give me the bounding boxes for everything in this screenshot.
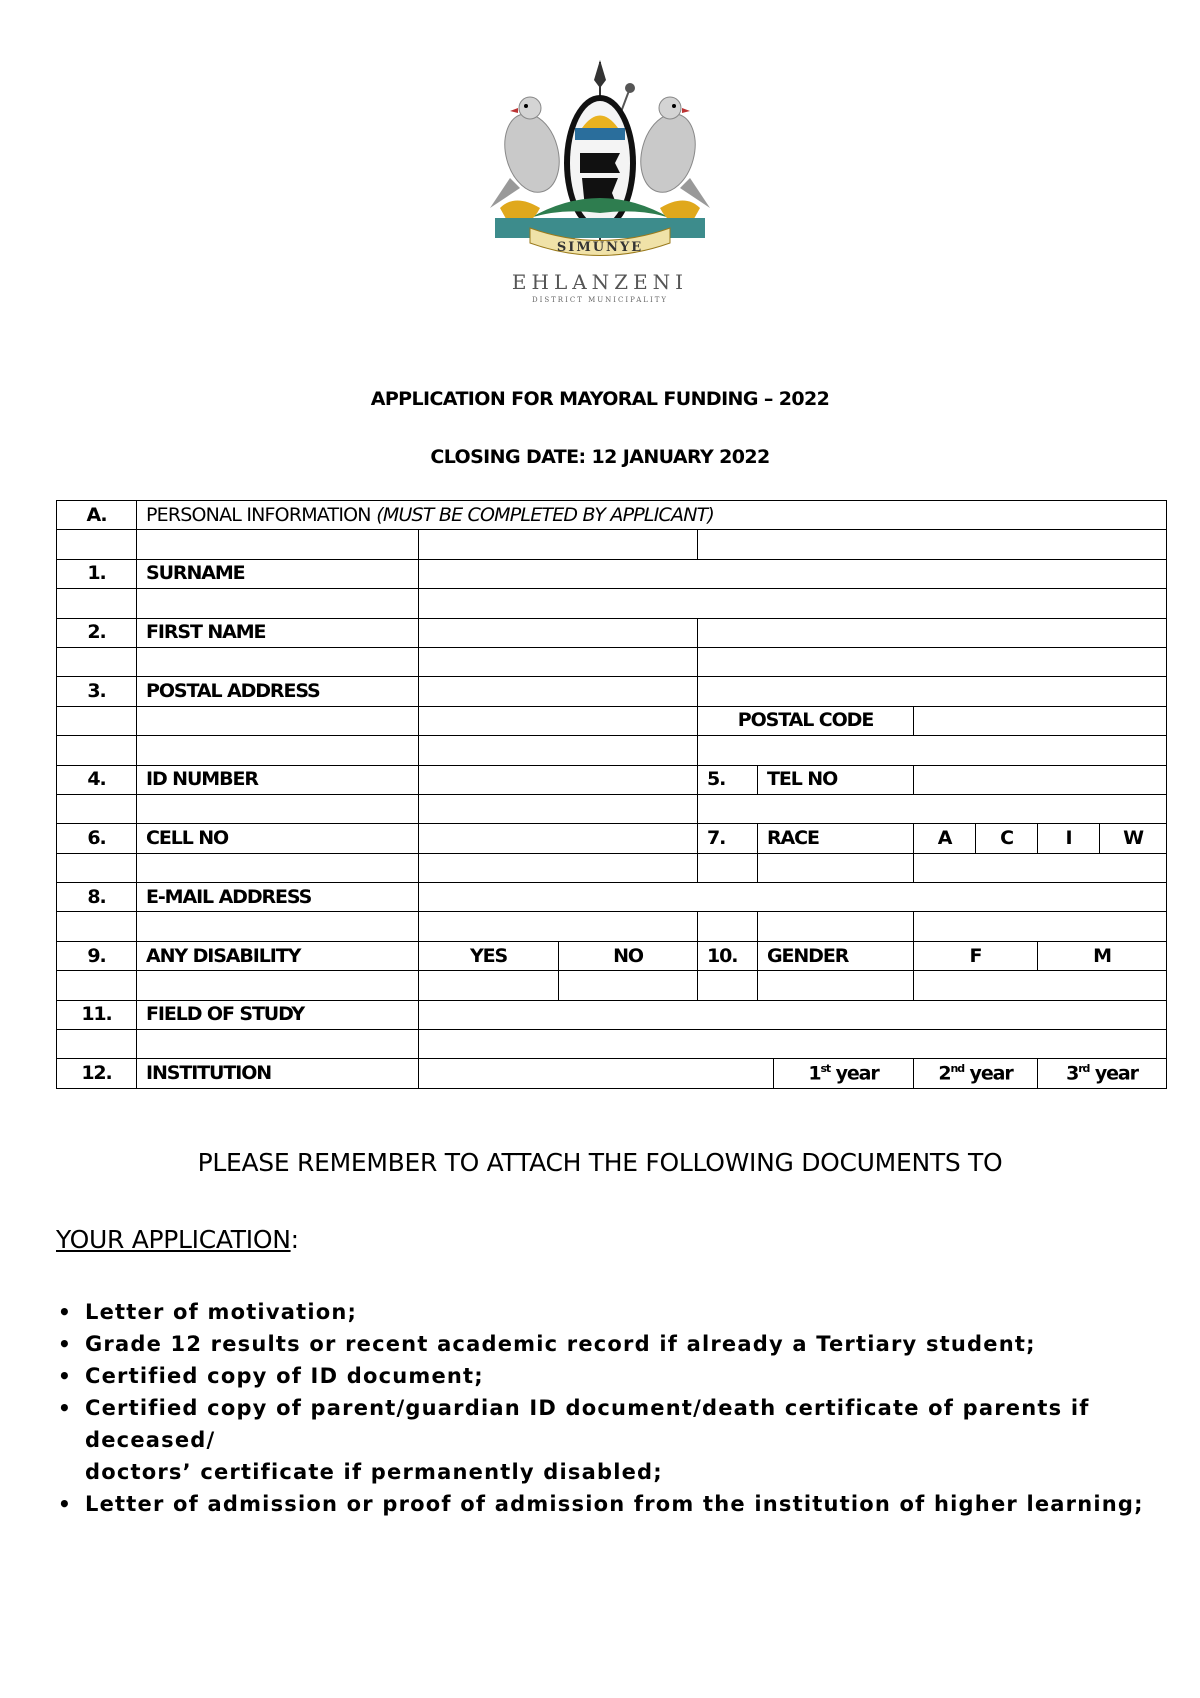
- field-number: 2.: [57, 618, 137, 647]
- first-name-input-2[interactable]: [698, 618, 1167, 647]
- list-item: • Certified copy of parent/guardian ID document/death certificate of parents if deceased/ doctors’ certificate if permanently disabled;: [56, 1392, 1144, 1488]
- personal-info-form: [56, 500, 1167, 1089]
- field-number: 4.: [57, 765, 137, 794]
- gender-option-m[interactable]: M: [1038, 941, 1167, 970]
- section-label: A.: [57, 501, 137, 530]
- race-option-c[interactable]: C: [976, 824, 1038, 853]
- cell-no-label: CELL NO: [137, 824, 419, 853]
- postal-code-row: [57, 706, 1167, 735]
- documents-heading-line1: PLEASE REMEMBER TO ATTACH THE FOLLOWING DOCUMENTS TO: [197, 1148, 1003, 1177]
- postal-address-input[interactable]: [419, 677, 698, 706]
- list-item: • Grade 12 results or recent academic record if already a Tertiary student;: [56, 1328, 1144, 1360]
- postal-address-row: [57, 677, 1167, 706]
- section-title: [137, 501, 1167, 530]
- institution-row: [57, 1059, 1167, 1088]
- institution-input[interactable]: [419, 1059, 774, 1088]
- closing-date: CLOSING DATE: 12 JANUARY 2022: [430, 446, 770, 468]
- field-number: 5.: [698, 765, 758, 794]
- postal-code-label: POSTAL CODE: [698, 706, 914, 735]
- field-number: 8.: [57, 883, 137, 912]
- gender-label: GENDER: [758, 941, 914, 970]
- race-option-w[interactable]: W: [1100, 824, 1167, 853]
- right-bird-figure: [633, 97, 710, 208]
- blank-cell[interactable]: [698, 530, 1167, 559]
- email-row: [57, 883, 1167, 912]
- race-option-i[interactable]: I: [1038, 824, 1100, 853]
- list-item: • Letter of motivation;: [56, 1296, 1144, 1328]
- first-name-label: FIRST NAME: [137, 618, 419, 647]
- id-number-label: ID NUMBER: [137, 765, 419, 794]
- logo-subtitle: DISTRICT MUNICIPALITY: [531, 296, 669, 304]
- spacer-row: [57, 794, 1167, 823]
- section-header-row: [57, 501, 1167, 530]
- spacer-row: [57, 589, 1167, 618]
- spacer-row: [57, 971, 1167, 1000]
- email-input[interactable]: [419, 883, 1167, 912]
- spacer-row: [57, 853, 1167, 882]
- year-1-option[interactable]: 1st year: [774, 1059, 914, 1088]
- tel-no-input[interactable]: [914, 765, 1167, 794]
- postal-address-input-2[interactable]: [698, 677, 1167, 706]
- field-of-study-label: FIELD OF STUDY: [137, 1000, 419, 1029]
- spacer-row: [57, 912, 1167, 941]
- left-bird-figure: [490, 97, 567, 208]
- field-number: 1.: [57, 559, 137, 588]
- disability-yes-box[interactable]: [419, 971, 559, 1000]
- field-of-study-input[interactable]: [419, 1000, 1167, 1029]
- id-tel-row: [57, 765, 1167, 794]
- list-item: • Certified copy of ID document;: [56, 1360, 1144, 1392]
- field-number: 7.: [698, 824, 758, 853]
- disability-label: ANY DISABILITY: [137, 941, 419, 970]
- page-title: APPLICATION FOR MAYORAL FUNDING – 2022: [370, 388, 830, 410]
- field-number: 10.: [698, 941, 758, 970]
- list-item-continuation: doctors’ certificate if permanently disabled;: [85, 1460, 663, 1484]
- documents-heading-line2: YOUR APPLICATION:: [56, 1225, 299, 1254]
- field-number: 12.: [57, 1059, 137, 1088]
- postal-address-input-3[interactable]: [419, 706, 698, 735]
- race-label: RACE: [758, 824, 914, 853]
- postal-code-input[interactable]: [914, 706, 1167, 735]
- required-documents-list: [56, 1296, 1144, 1520]
- spacer-row: [57, 530, 1167, 559]
- first-name-input[interactable]: [419, 618, 698, 647]
- coat-of-arms-emblem: [470, 58, 730, 268]
- race-option-a[interactable]: A: [914, 824, 976, 853]
- cell-race-row: [57, 824, 1167, 853]
- first-name-row: [57, 618, 1167, 647]
- tel-no-label: TEL NO: [758, 765, 914, 794]
- postal-address-label: POSTAL ADDRESS: [137, 677, 419, 706]
- year-3-option[interactable]: 3rd year: [1038, 1059, 1167, 1088]
- logo-banner-text: SIMUNYE: [556, 240, 644, 255]
- disability-no-box[interactable]: [559, 971, 698, 1000]
- section-note: (MUST BE COMPLETED BY APPLICANT): [376, 503, 715, 526]
- field-of-study-row: [57, 1000, 1167, 1029]
- spacer-row: [57, 647, 1167, 676]
- surname-label: SURNAME: [137, 559, 419, 588]
- gender-option-f[interactable]: F: [914, 941, 1038, 970]
- disability-gender-row: [57, 941, 1167, 970]
- blank-cell[interactable]: [419, 589, 1167, 618]
- section-title-text: PERSONAL INFORMATION: [146, 503, 371, 526]
- list-item: • Letter of admission or proof of admission from the institution of higher learning;: [56, 1488, 1144, 1520]
- field-number: 6.: [57, 824, 137, 853]
- field-number: 11.: [57, 1000, 137, 1029]
- year-2-option[interactable]: 2nd year: [914, 1059, 1038, 1088]
- spacer-row: [57, 1030, 1167, 1059]
- id-number-input[interactable]: [419, 765, 698, 794]
- surname-input[interactable]: [419, 559, 1167, 588]
- spacer-row: [57, 736, 1167, 765]
- blank-cell[interactable]: [419, 530, 698, 559]
- surname-row: [57, 559, 1167, 588]
- cell-no-input[interactable]: [419, 824, 698, 853]
- email-label: E-MAIL ADDRESS: [137, 883, 419, 912]
- field-number: 9.: [57, 941, 137, 970]
- disability-no[interactable]: NO: [559, 941, 698, 970]
- disability-yes[interactable]: YES: [419, 941, 559, 970]
- municipality-logo: [470, 58, 730, 308]
- institution-label: INSTITUTION: [137, 1059, 419, 1088]
- field-number: 3.: [57, 677, 137, 706]
- logo-name: EHLANZENI: [511, 270, 689, 294]
